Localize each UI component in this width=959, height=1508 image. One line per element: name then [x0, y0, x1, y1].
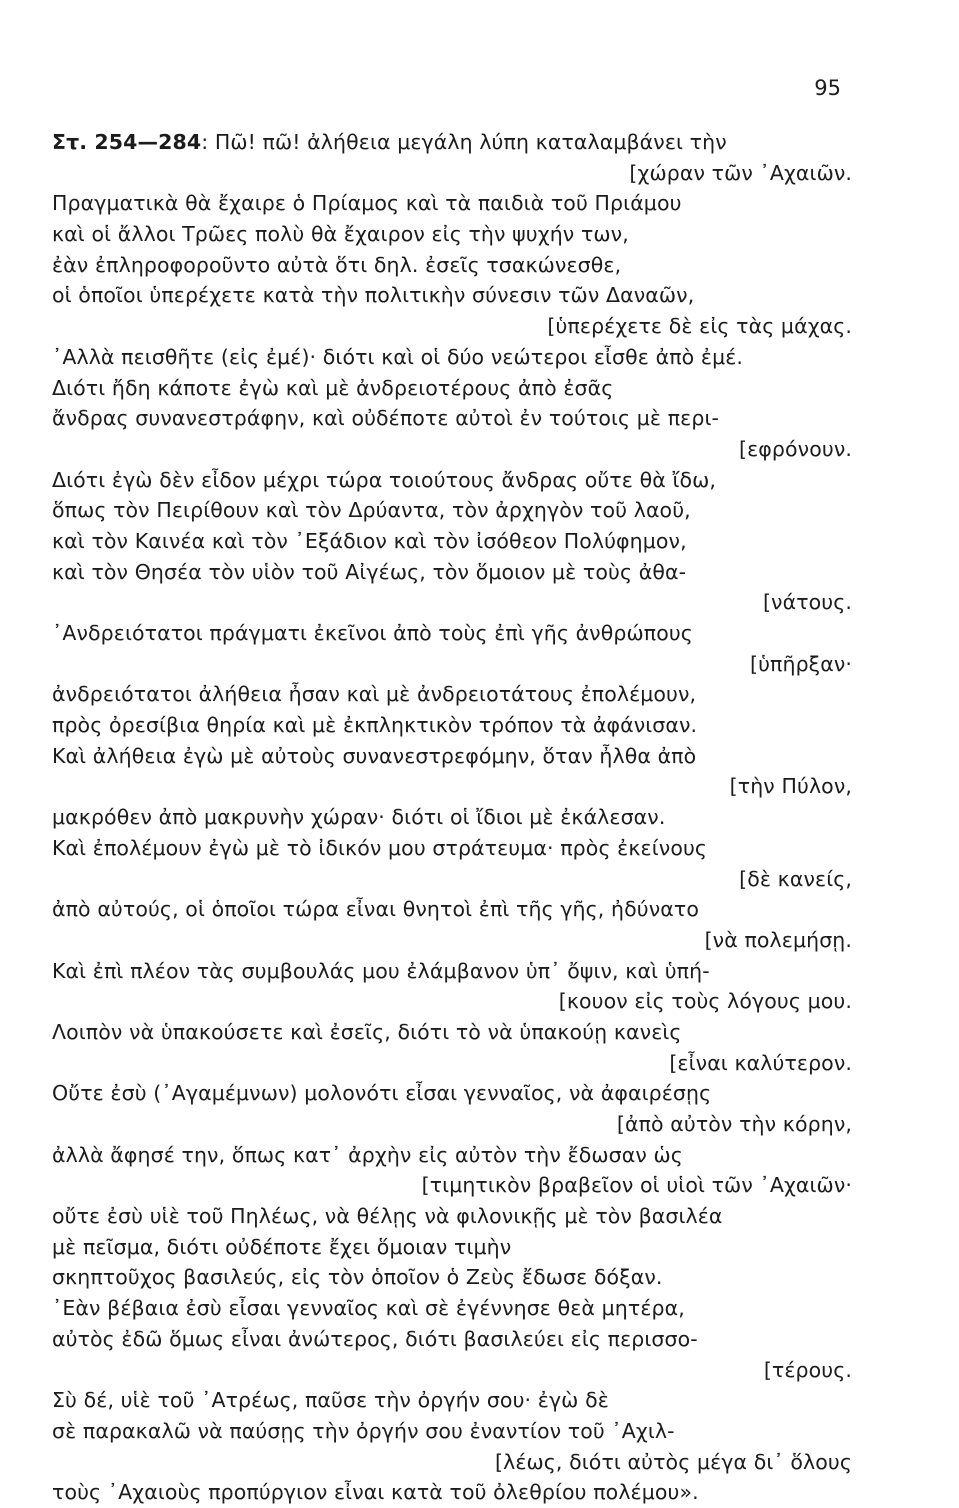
text-line — [52, 373, 852, 404]
line-text: Καὶ ἐπολέμουν ἐγὼ μὲ τὸ ἰδικόν μου στράτευμα· πρὸς ἐκείνους — [52, 835, 708, 860]
line-text: Διότι ἤδη κάποτε ἐγὼ καὶ μὲ ἀνδρειοτέρους ἀπὸ ἐσᾶς — [52, 375, 614, 400]
line-text: ἀνδρειότατοι ἀλήθεια ἦσαν καὶ μὲ ἀνδρειοτάτους ἐπολέμουν, — [52, 682, 697, 707]
page-number: 95 — [814, 76, 841, 100]
verse-reference: Στ. 254—284 — [52, 130, 202, 154]
line-text: [εἶναι καλύτερον. — [669, 1050, 852, 1075]
line-text: [ἀπὸ αὐτὸν τὴν κόρην, — [616, 1112, 852, 1136]
text-line — [52, 1262, 852, 1293]
line-text: Λοιπὸν νὰ ὑπακούσετε καὶ ἐσεῖς, διότι τὸ νὰ ὑπακούῃ κανεὶς — [52, 1019, 682, 1044]
continuation-line — [52, 1048, 852, 1079]
continuation-line — [52, 1447, 852, 1478]
text-line — [52, 526, 852, 557]
line-text: [νάτους. — [762, 590, 852, 615]
line-text: [δὲ κανείς, — [739, 866, 852, 891]
line-text: Οὔτε ἐσὺ (᾿Αγαμέμνων) μολονότι εἶσαι γενναῖος, νὰ ἀφαιρέσῃς — [52, 1081, 712, 1106]
continuation-line — [52, 771, 852, 802]
text-line — [52, 557, 852, 588]
continuation-line — [52, 1355, 852, 1386]
line-text: ὅπως τὸν Πειρίθουν καὶ τὸν Δρύαντα, τὸν ἀρχηγὸν τοῦ λαοῦ, — [52, 498, 691, 523]
line-text: σὲ παρακαλῶ νὰ παύσῃς τὴν ὀργήν σου ἐναντίον τοῦ ᾿Αχιλ- — [52, 1418, 675, 1443]
line-text: ᾿Εὰν βέβαια ἐσὺ εἶσαι γενναῖος καὶ σὲ ἐγέννησε θεὰ μητέρα, — [52, 1296, 685, 1321]
line-text: : Πῶ! πῶ! ἀλήθεια μεγάλη λύπη καταλαμβάνει τὴν — [201, 130, 727, 154]
line-text: οὔτε ἐσὺ υἱὲ τοῦ Πηλέως, νὰ θέλῃς νὰ φιλονικῇς μὲ τὸν βασιλέα — [52, 1204, 723, 1229]
text-line — [52, 1201, 852, 1232]
text-line — [52, 741, 852, 772]
continuation-line — [52, 649, 852, 680]
line-text: Διότι ἐγὼ δὲν εἶδον μέχρι τώρα τοιούτους ἄνδρας οὔτε θὰ ἴδω, — [52, 467, 717, 492]
line-text: [τὴν Πύλον, — [729, 774, 852, 799]
text-line — [52, 250, 852, 281]
text-line — [52, 188, 852, 219]
body-text — [52, 127, 852, 1508]
text-line — [52, 802, 852, 833]
line-text: ἄνδρας συνανεστράφην, καὶ οὐδέποτε αὐτοὶ ἐν τούτοις μὲ περι- — [52, 406, 719, 431]
line-text: Πραγματικὰ θὰ ἔχαιρε ὁ Πρίαμος καὶ τὰ παιδιὰ τοῦ Πριάμου — [52, 191, 682, 216]
line-text: [λέως, διότι αὐτὸς μέγα δι᾿ ὅλους — [494, 1449, 852, 1474]
line-text: [κουον εἰς τοὺς λόγους μου. — [558, 989, 852, 1014]
text-line — [52, 1324, 852, 1355]
continuation-line — [52, 1170, 852, 1201]
line-text: μὲ πεῖσμα, διότι οὐδέποτε ἔχει ὅμοιαν τιμὴν — [52, 1234, 512, 1259]
text-line — [52, 1140, 852, 1171]
text-line — [52, 1232, 852, 1263]
line-text: πρὸς ὀρεσίβια θηρία καὶ μὲ ἐκπληκτικὸν τρόπον τὰ ἀφάνισαν. — [52, 713, 698, 738]
text-line — [52, 1416, 852, 1447]
text-line — [52, 403, 852, 434]
line-text: καὶ τὸν Θησέα τὸν υἱὸν τοῦ Αἰγέως, τὸν ὅμοιον μὲ τοὺς ἀθα- — [52, 559, 687, 584]
line-text: καὶ τὸν Καινέα καὶ τὸν ᾿Εξάδιον καὶ τὸν ἰσόθεον Πολύφημον, — [52, 528, 687, 553]
line-text: Σὺ δέ, υἱὲ τοῦ ᾿Ατρέως, παῦσε τὴν ὀργήν σου· ἐγὼ δὲ — [52, 1388, 609, 1413]
line-text: μακρόθεν ἀπὸ μακρυνὴν χώραν· διότι οἱ ἴδιοι μὲ ἐκάλεσαν. — [52, 805, 666, 830]
continuation-line — [52, 434, 852, 465]
text-line — [52, 679, 852, 710]
line-text: ἀπὸ αὐτούς, οἱ ὁποῖοι τώρα εἶναι θνητοὶ ἐπὶ τῆς γῆς, ἠδύνατο — [52, 897, 699, 922]
continuation-line — [52, 158, 852, 189]
line-text: ᾿Αλλὰ πεισθῆτε (εἰς ἐμέ)· διότι καὶ οἱ δύο νεώτεροι εἶσθε ἀπὸ ἐμέ. — [52, 344, 744, 369]
continuation-line — [52, 1109, 852, 1140]
line-text: ᾿Ανδρειότατοι πράγματι ἐκεῖνοι ἀπὸ τοὺς ἐπὶ γῆς ἀνθρώπους — [52, 621, 693, 645]
line-text: καὶ οἱ ἄλλοι Τρῶες πολὺ θὰ ἔχαιρον εἰς τὴν ψυχήν των, — [52, 222, 629, 247]
line-text: [νὰ πολεμήσῃ. — [704, 927, 852, 952]
line-text: [ὑπερέχετε δὲ εἰς τὰς μάχας. — [547, 314, 852, 339]
line-text: [χώραν τῶν ᾿Αχαιῶν. — [629, 160, 852, 185]
text-line — [52, 894, 852, 925]
continuation-line — [52, 925, 852, 956]
continuation-line — [52, 864, 852, 895]
text-line — [52, 1293, 852, 1324]
text-line — [52, 956, 852, 987]
text-line — [52, 219, 852, 250]
line-text: Καὶ ἀλήθεια ἐγὼ μὲ αὐτοὺς συνανεστρεφόμην, ὅταν ἦλθα ἀπὸ — [52, 743, 697, 768]
text-line — [52, 1477, 852, 1508]
continuation-line — [52, 587, 852, 618]
line-text: [τέρους. — [763, 1357, 852, 1382]
line-text: Καὶ ἐπὶ πλέον τὰς συμβουλάς μου ἐλάμβανον ὑπ᾿ ὄψιν, καὶ ὑπή- — [52, 958, 710, 983]
text-line — [52, 833, 852, 864]
text-line — [52, 465, 852, 496]
continuation-line — [52, 986, 852, 1017]
line-text: τοὺς ᾿Αχαιοὺς προπύργιον εἶναι κατὰ τοῦ ὀλεθρίου πολέμου». — [52, 1480, 699, 1505]
line-text: αὐτὸς ἐδῶ ὅμως εἶναι ἀνώτερος, διότι βασιλεύει εἰς περισσο- — [52, 1326, 698, 1351]
line-text: οἱ ὁποῖοι ὑπερέχετε κατὰ τὴν πολιτικὴν σύνεσιν τῶν Δαναῶν, — [52, 283, 695, 308]
text-line — [52, 127, 852, 158]
text-line — [52, 495, 852, 526]
text-line — [52, 1385, 852, 1416]
line-text: ἀλλὰ ἄφησέ την, ὅπως κατ᾿ ἀρχὴν εἰς αὐτὸν τὴν ἔδωσαν ὡς — [52, 1142, 683, 1167]
text-line — [52, 710, 852, 741]
text-line — [52, 618, 852, 649]
line-text: ἐὰν ἐπληροφοροῦντο αὐτὰ ὅτι δηλ. ἐσεῖς τσακώνεσθε, — [52, 252, 622, 277]
line-text: [ὑπῆρξαν· — [749, 651, 852, 676]
text-line — [52, 1078, 852, 1109]
line-text: σκηπτοῦχος βασιλεύς, εἰς τὸν ὁποῖον ὁ Ζεὺς ἔδωσε δόξαν. — [52, 1265, 663, 1290]
text-line — [52, 342, 852, 373]
continuation-line — [52, 311, 852, 342]
text-line — [52, 280, 852, 311]
line-text: [εφρόνουν. — [739, 436, 852, 461]
text-line — [52, 1017, 852, 1048]
line-text: [τιμητικὸν βραβεῖον οἱ υἱοὶ τῶν ᾿Αχαιῶν· — [421, 1173, 852, 1198]
